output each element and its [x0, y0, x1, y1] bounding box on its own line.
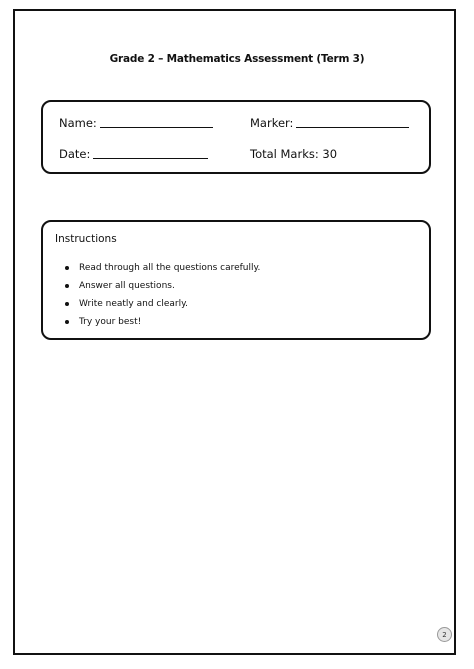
list-item — [65, 259, 260, 277]
instruction-text: Write neatly and clearly. — [79, 299, 188, 309]
name-label: Name: — [59, 116, 97, 130]
list-item — [65, 277, 260, 295]
date-label: Date: — [59, 147, 91, 161]
date-blank-line[interactable] — [93, 157, 208, 159]
instruction-text: Answer all questions. — [79, 281, 175, 291]
marker-blank-line[interactable] — [296, 126, 409, 128]
instruction-text: Read through all the questions carefully. — [79, 263, 261, 273]
name-field[interactable] — [59, 116, 213, 130]
instruction-text: Try your best! — [79, 317, 142, 327]
bullet-icon — [65, 320, 69, 324]
list-item — [65, 313, 260, 331]
marker-label: Marker: — [250, 116, 294, 130]
bullet-icon — [65, 302, 69, 306]
bullet-icon — [65, 266, 69, 270]
total-marks — [250, 147, 337, 161]
bullet-icon — [65, 284, 69, 288]
page-number-badge: 2 — [437, 627, 452, 642]
name-blank-line[interactable] — [100, 126, 213, 128]
list-item — [65, 295, 260, 313]
marker-field[interactable] — [250, 116, 409, 130]
instructions-list — [65, 259, 260, 331]
document-title: Grade 2 – Mathematics Assessment (Term 3) — [109, 53, 365, 65]
instructions-heading: Instructions — [55, 233, 117, 245]
total-marks-label: Total Marks: 30 — [250, 147, 338, 161]
date-field[interactable] — [59, 147, 208, 161]
student-details-box — [41, 100, 431, 174]
instructions-box — [41, 220, 431, 340]
